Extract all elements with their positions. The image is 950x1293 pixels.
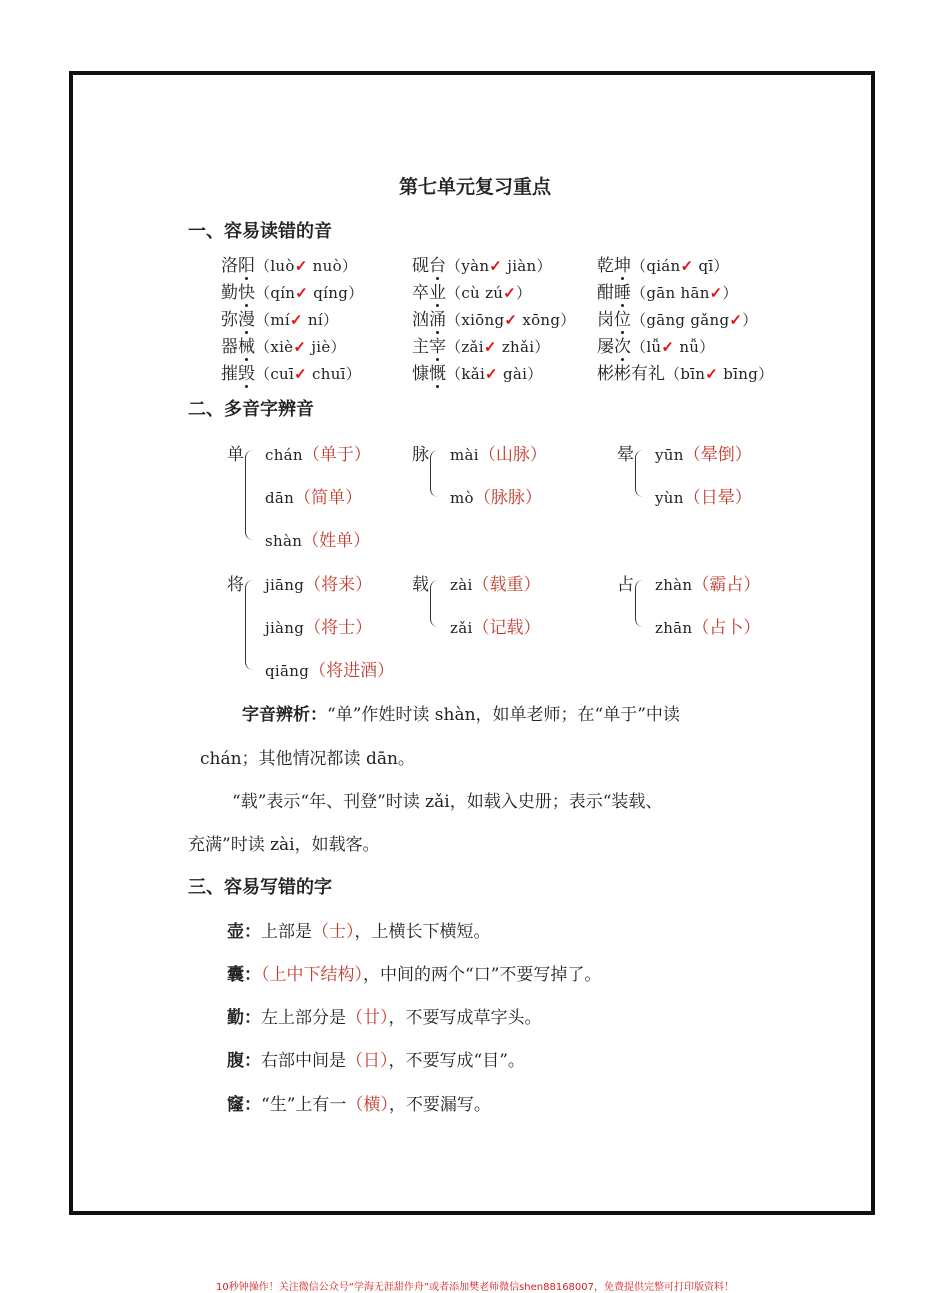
word: 弥漫 (221, 310, 255, 330)
analysis-para2-line1: “载”表示“年、刊登”时读 zǎi，如载入史册；表示“装载、 (232, 792, 663, 812)
pinyin-option: nǚ (679, 338, 700, 356)
example-word: （记载） (472, 618, 541, 638)
check-mark: ✓ (483, 338, 497, 356)
pinyin-options: （qián✓ qī） (631, 257, 729, 275)
misread-item (597, 305, 758, 330)
reading-pinyin: mài (450, 446, 479, 464)
check-mark: ✓ (295, 284, 309, 302)
check-mark: ✓ (729, 311, 743, 329)
word: 乾坤 (597, 256, 631, 276)
note-text: ，上横长下横短。 (354, 922, 491, 942)
pinyin-options: （cù zú✓） (446, 284, 532, 302)
reading-pinyin: mò (450, 489, 474, 507)
word: 岗位 (597, 310, 631, 330)
pinyin-option: qián (646, 257, 681, 275)
check-mark: ✓ (293, 338, 307, 356)
section2-heading: 二、多音字辨音 (188, 399, 314, 420)
pinyin-options: （gān hān✓） (631, 284, 738, 302)
misread-item (221, 251, 357, 276)
reading-pinyin: yūn (655, 446, 684, 464)
pinyin-options: （qín✓ qíng） (255, 284, 364, 302)
pinyin-option: zú (485, 284, 504, 302)
check-mark: ✓ (709, 284, 723, 302)
pinyin-options: （bīn✓ bīng） (665, 365, 774, 383)
example-word: （霸占） (692, 575, 761, 595)
reading-item (265, 656, 394, 681)
miswritten-item (227, 917, 491, 942)
word: 彬彬有礼 (597, 364, 665, 384)
pinyin-option: luò (270, 257, 295, 275)
note-text: 左上部分是 (261, 1008, 346, 1028)
miswritten-item (227, 960, 601, 985)
example-word: （将来） (304, 575, 373, 595)
example-word: （单于） (302, 445, 371, 465)
section3-heading: 三、容易写错的字 (188, 877, 332, 898)
note-text: ，中间的两个“口”不要写掉了。 (363, 965, 602, 985)
highlight-text: （廿） (346, 1008, 389, 1028)
check-mark: ✓ (661, 338, 675, 356)
section1-heading: 一、容易读错的音 (188, 221, 332, 242)
pinyin-options: （zǎi✓ zhǎi） (446, 338, 550, 356)
pinyin-option: xōng (522, 311, 561, 329)
reading-pinyin: jiàng (265, 619, 305, 637)
check-mark: ✓ (485, 365, 498, 383)
pinyin-options: （mí✓ ní） (255, 311, 339, 329)
misread-item (221, 359, 361, 384)
polyphone-char: 载 (412, 575, 429, 595)
word: 卒业 (412, 283, 446, 303)
pinyin-options: （kǎi✓ gài） (446, 365, 543, 383)
reading-item (265, 613, 372, 638)
pinyin-option: xiōng (461, 311, 505, 329)
note-text: ，不要漏写。 (388, 1095, 491, 1115)
misread-item (221, 305, 338, 330)
reading-item (655, 570, 760, 595)
brace (245, 580, 253, 670)
reading-pinyin: yùn (655, 489, 684, 507)
note-text: ，不要写成“目”。 (388, 1051, 525, 1071)
pinyin-options: （gāng gǎng✓） (631, 311, 758, 329)
highlight-text: （士） (312, 922, 355, 942)
analysis-para2-line2: 充满”时读 zài，如载客。 (188, 835, 380, 855)
highlight-text: （横） (346, 1095, 389, 1115)
pinyin-options: （xiōng✓ xōng） (446, 311, 576, 329)
pinyin-option: jiàn (507, 257, 537, 275)
reading-pinyin: zài (450, 576, 473, 594)
reading-item (655, 483, 752, 508)
page-title: 第七单元复习重点 (398, 176, 551, 198)
example-word: （占卜） (692, 618, 761, 638)
analysis-label: 字音辨析： (242, 705, 327, 725)
brace (635, 450, 643, 497)
check-mark: ✓ (294, 257, 308, 275)
example-word: （简单） (294, 488, 363, 508)
word: 主宰 (412, 337, 446, 357)
example-word: （载重） (472, 575, 541, 595)
note-text: 上部是 (261, 922, 312, 942)
pinyin-option: mí (270, 311, 290, 329)
pinyin-option: xiè (270, 338, 294, 356)
reading-item (450, 440, 547, 465)
polyphone-char: 脉 (412, 445, 429, 465)
pinyin-option: cù (461, 284, 480, 302)
target-char: 壶： (227, 922, 261, 942)
misread-item (597, 359, 773, 384)
word: 砚台 (412, 256, 446, 276)
miswritten-item (227, 1046, 525, 1071)
word: 勤快 (221, 283, 255, 303)
pinyin-option: yàn (461, 257, 490, 275)
pinyin-options: （luò✓ nuò） (255, 257, 358, 275)
reading-pinyin: jiāng (265, 576, 305, 594)
reading-item (265, 570, 372, 595)
example-word: （脉脉） (473, 488, 542, 508)
misread-item (412, 332, 550, 357)
misread-item (412, 251, 552, 276)
word: 器械 (221, 337, 255, 357)
highlight-text: （日） (346, 1051, 389, 1071)
example-word: （晕倒） (683, 445, 752, 465)
pinyin-option: gāng (646, 311, 686, 329)
polyphone-char: 单 (227, 445, 244, 465)
pinyin-option: qíng (313, 284, 349, 302)
reading-item (265, 526, 370, 551)
target-char: 腹： (227, 1051, 261, 1071)
brace (430, 450, 438, 497)
pinyin-option: lǚ (646, 338, 662, 356)
reading-item (655, 613, 760, 638)
pinyin-option: bīng (723, 365, 759, 383)
analysis-para1-line2: chán；其他情况都读 dān。 (200, 749, 415, 769)
polyphone-char: 晕 (617, 445, 634, 465)
brace (245, 450, 253, 540)
pinyin-option: zhǎi (501, 338, 535, 356)
note-text: 右部中间是 (261, 1051, 346, 1071)
pinyin-option: kǎi (461, 365, 486, 383)
word: 摧毁 (221, 364, 255, 384)
pinyin-option: chuī (312, 365, 346, 383)
reading-pinyin: zhàn (655, 576, 693, 594)
misread-item (597, 332, 715, 357)
reading-item (450, 570, 541, 595)
word: 屡次 (597, 337, 631, 357)
reading-item (265, 440, 371, 465)
reading-item (450, 613, 541, 638)
reading-item (265, 483, 362, 508)
target-char: 勤： (227, 1008, 261, 1028)
pinyin-option: bīn (680, 365, 706, 383)
polyphone-char: 占 (617, 575, 634, 595)
pinyin-option: cuī (270, 365, 295, 383)
example-word: （将进酒） (309, 661, 395, 681)
example-word: （日晕） (683, 488, 752, 508)
word: 汹涌 (412, 310, 446, 330)
pinyin-options: （lǚ✓ nǚ） (631, 338, 715, 356)
reading-pinyin: chán (265, 446, 303, 464)
pinyin-option: hān (680, 284, 710, 302)
footer-promo: 10秒钟操作！关注微信公众号“学海无涯甜作舟”或者添加樊老师微信shen88168007，免费提供完整可打印版资料！ (215, 1282, 735, 1293)
pinyin-option: zǎi (461, 338, 484, 356)
note-text: ，不要写成草字头。 (388, 1008, 542, 1028)
check-mark: ✓ (504, 311, 518, 329)
reading-pinyin: dān (265, 489, 295, 507)
miswritten-item (227, 1003, 542, 1028)
example-word: （姓单） (302, 531, 371, 551)
brace (635, 580, 643, 627)
misread-item (412, 278, 531, 303)
check-mark: ✓ (289, 311, 303, 329)
check-mark: ✓ (680, 257, 694, 275)
miswritten-item (227, 1090, 491, 1115)
brace (430, 580, 438, 627)
check-mark: ✓ (294, 365, 307, 383)
pinyin-option: nuò (312, 257, 342, 275)
pinyin-option: gǎng (690, 311, 730, 329)
reading-pinyin: shàn (265, 532, 303, 550)
reading-pinyin: zhān (655, 619, 693, 637)
check-mark: ✓ (705, 365, 719, 383)
pinyin-option: gài (503, 365, 528, 383)
word: 洛阳 (221, 256, 255, 276)
reading-pinyin: zǎi (450, 619, 473, 637)
pinyin-options: （cuī✓ chuī） (255, 365, 362, 383)
word: 慷慨 (412, 364, 446, 384)
pinyin-option: jiè (311, 338, 331, 356)
misread-item (221, 278, 363, 303)
highlight-text: （上中下结构） (261, 965, 363, 985)
target-char: 窿： (227, 1095, 261, 1115)
misread-item (221, 332, 346, 357)
check-mark: ✓ (489, 257, 503, 275)
pinyin-option: ní (307, 311, 323, 329)
pinyin-options: （yàn✓ jiàn） (446, 257, 552, 275)
pinyin-option: gān (646, 284, 676, 302)
misread-item (597, 251, 729, 276)
check-mark: ✓ (503, 284, 517, 302)
example-word: （将士） (304, 618, 373, 638)
reading-pinyin: qiāng (265, 662, 310, 680)
misread-item (412, 359, 543, 384)
pinyin-option: qín (270, 284, 296, 302)
example-word: （山脉） (478, 445, 547, 465)
analysis-para1-line1: 字音辨析：“单”作姓时读 shàn，如单老师；在“单于”中读 (242, 705, 680, 725)
pinyin-option: qī (698, 257, 714, 275)
note-text: “生”上有一 (261, 1095, 347, 1115)
reading-item (655, 440, 752, 465)
pinyin-options: （xiè✓ jiè） (255, 338, 346, 356)
word: 酣睡 (597, 283, 631, 303)
misread-item (597, 278, 738, 303)
reading-item (450, 483, 542, 508)
misread-item (412, 305, 576, 330)
polyphone-char: 将 (227, 575, 244, 595)
target-char: 囊： (227, 965, 261, 985)
